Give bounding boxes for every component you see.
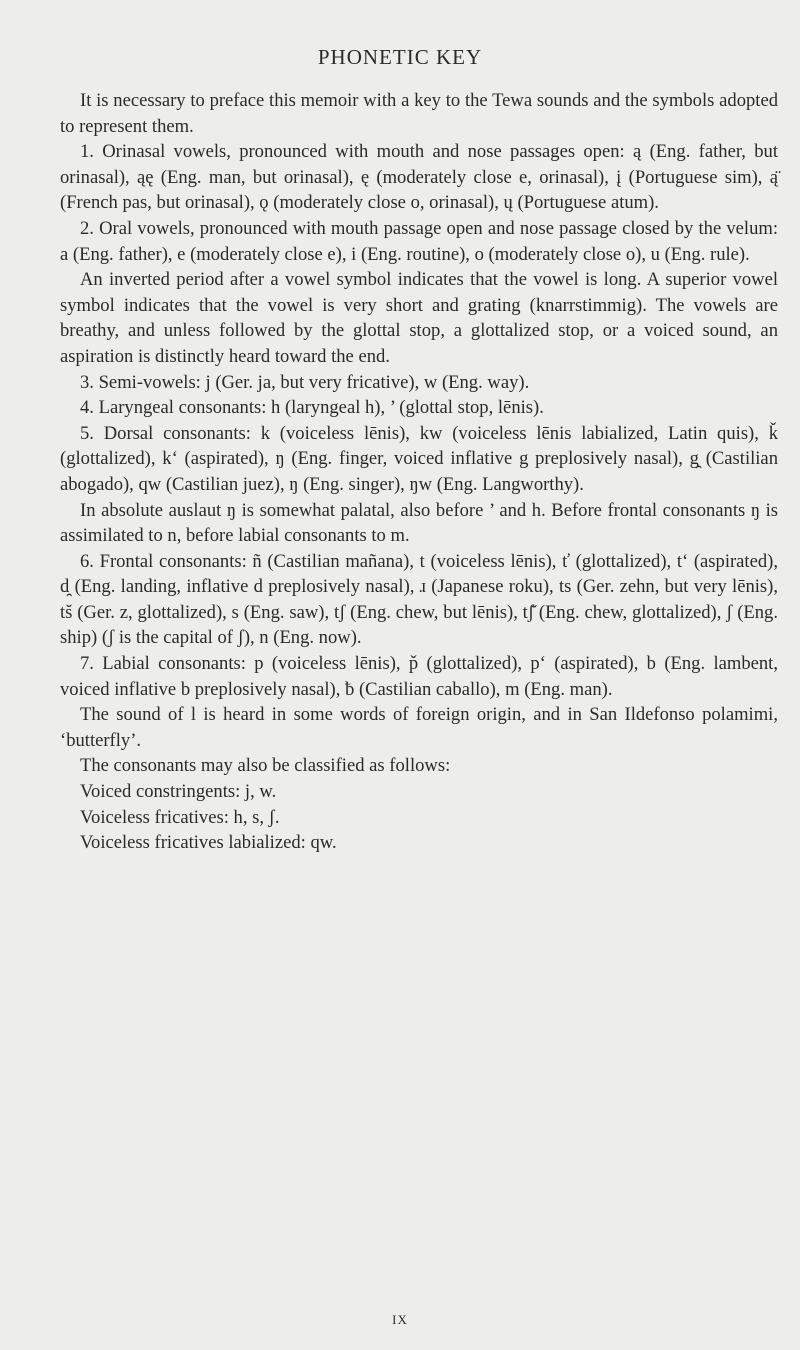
voiced-constringents-line: Voiced constringents: j, w. <box>80 781 277 803</box>
orinasal-vowels-paragraph: 1. Orinasal vowels, pronounced with mouth and nose passages open: ą (Eng. father, but orinasal), ąę (Eng. man, but orinasal), ę (moderately close e, orinasal), į (Portuguese sim), ą̈ (French pas, but orinasal), ǫ (moderately close o, orinasal), ų (Portuguese atum). <box>60 141 778 214</box>
dorsal-consonants-paragraph: 5. Dorsal consonants: k (voiceless lēnis), kw (voiceless lēnis labialized, Latin quis), ǩ (glottalized), k‘ (aspirated), ŋ (Eng. finger, voiced inflative g preplosively nasal), g̯ (Castilian abogado), qw (Castilian juez), ŋ (Eng. singer), ŋw (Eng. Langworthy). <box>60 422 778 495</box>
page-number: IX <box>392 1312 408 1327</box>
page-title: PHONETIC KEY <box>317 45 483 69</box>
voiceless-fricatives-labialized-line: Voiceless fricatives labialized: qw. <box>80 832 337 854</box>
frontal-consonants-paragraph: 6. Frontal consonants: ñ (Castilian mañana), t (voiceless lēnis), ť (glottalized), t‘ (aspirated), d̯ (Eng. landing, inflative d preplosively nasal), ɹ (Japanese roku), ts (Ger. zehn, but very lēnis), ts̆ (Ger. z, glottalized), s (Eng. saw), tʃ (Eng. chew, but lēnis), tʃ̆ (Eng. chew, glottalized), ʃ (Eng. ship) (ʃ is the capital of ʃ), n (Eng. now). <box>60 550 778 649</box>
vowel-length-paragraph: An inverted period after a vowel symbol indicates that the vowel is long. A superior vowel symbol indicates that the vowel is very short and grating (knarrstimmig). The vowels are breathy, and unless followed by the glottal stop, a glottalized stop, or a voiced sound, an aspiration is distinctly heard toward the end. <box>60 269 778 367</box>
semi-vowels-paragraph: 3. Semi-vowels: j (Ger. ja, but very fricative), w (Eng. way). <box>80 371 530 393</box>
auslaut-paragraph: In absolute auslaut ŋ is somewhat palatal, also before ’ and h. Before frontal consonants ŋ is assimilated to n, before labial consonants to m. <box>60 499 778 547</box>
oral-vowels-paragraph: 2. Oral vowels, pronounced with mouth passage open and nose passage closed by the velum: a (Eng. father), e (moderately close e), i (Eng. routine), o (moderately close o), u (Eng. rule). <box>60 217 778 265</box>
document-body <box>60 88 778 856</box>
l-sound-paragraph: The sound of l is heard in some words of foreign origin, and in San Ildefonso polamimi, ‘butterfly’. <box>60 704 778 751</box>
laryngeal-consonants-paragraph: 4. Laryngeal consonants: h (laryngeal h), ’ (glottal stop, lēnis). <box>80 397 544 419</box>
voiceless-fricatives-line: Voiceless fricatives: h, s, ʃ. <box>80 806 280 828</box>
classification-intro: The consonants may also be classified as follows: <box>80 755 451 777</box>
intro-paragraph: It is necessary to preface this memoir with a key to the Tewa sounds and the symbols adopted to represent them. <box>60 90 778 137</box>
labial-consonants-paragraph: 7. Labial consonants: p (voiceless lēnis), p̌ (glottalized), p‘ (aspirated), b (Eng. lambent, voiced inflative b preplosively nasal), ƀ (Castilian caballo), m (Eng. man). <box>60 653 778 700</box>
